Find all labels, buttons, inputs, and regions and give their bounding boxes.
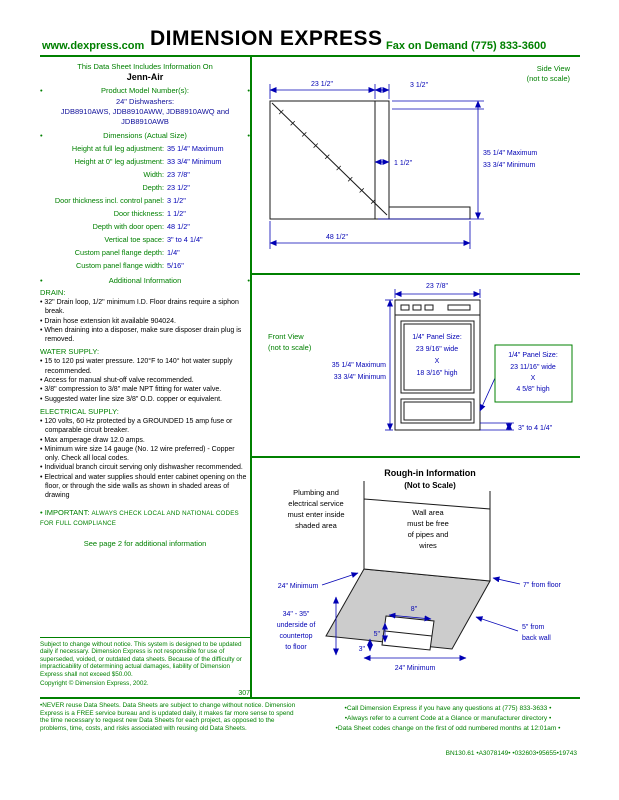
water-item: • Access for manual shut-off valve recommended.: [40, 377, 194, 385]
dim-height-min: 33 3/4" Minimum: [333, 374, 386, 381]
wall-note: wires: [419, 541, 437, 550]
rough-in-drawing: [252, 458, 580, 697]
dim-height-max: 35 1/4" Maximum: [483, 150, 538, 157]
rough-in-panel: [252, 458, 580, 697]
copyright-line: Copyright © Dimension Express, 2002.: [40, 680, 149, 687]
drain-heading: DRAIN:: [40, 288, 66, 297]
countertop-note: underside of: [276, 622, 316, 629]
footer-note: •Call Dimension Express if you have any questions at (775) 833-3633 •: [344, 705, 552, 712]
front-view-panel: [252, 275, 580, 458]
bullet-icon: •: [247, 131, 250, 140]
section-header-models: [40, 86, 250, 95]
side-view-drawing: [252, 57, 580, 273]
side-view-panel: [252, 57, 580, 275]
intro-line: This Data Sheet Includes Information On: [77, 62, 213, 71]
important-note: [40, 508, 250, 529]
drain-item: • Drain hose extension kit available 904024.: [40, 317, 176, 325]
lower-panel-x: X: [530, 375, 536, 382]
electrical-item: • 120 volts, 60 Hz protected by a GROUNDED 15 amp fuse or comparable circuit breaker.: [40, 417, 233, 435]
dim-back-wall: 5" from: [522, 624, 545, 631]
dim-from-floor: 7" from floor: [523, 582, 561, 589]
drain-item: • 32" Drain loop, 1/2" minimum I.D. Floor drains require a siphon break.: [40, 299, 239, 316]
website-url: www.dexpress.com: [42, 40, 145, 52]
dimension-value: 23 7/8": [167, 170, 190, 179]
disclaimer-block: [40, 637, 250, 698]
electrical-item: • Max amperage draw 12.0 amps.: [40, 436, 145, 444]
section-header-additional: [40, 276, 250, 285]
side-view-scale-note: (not to scale): [526, 74, 570, 83]
dim-3: 3": [358, 646, 365, 653]
plumbing-note: electrical service: [288, 499, 344, 508]
lower-panel-width: 23 11/16" wide: [510, 364, 556, 371]
dimension-label: Custom panel flange width:: [75, 261, 164, 270]
dim-door-depth: 3 1/2": [410, 82, 429, 89]
dimension-label: Depth with door open:: [92, 222, 164, 231]
fax-number: Fax on Demand (775) 833-3600: [386, 40, 547, 52]
panel-size-title: 1/4" Panel Size:: [412, 334, 462, 341]
side-view-label: Side View: [536, 64, 570, 73]
dim-height-max: 35 1/4" Maximum: [331, 362, 386, 369]
dim-depth-open: 48 1/2": [326, 234, 348, 241]
countertop-note: countertop: [279, 633, 313, 640]
spec-column: [40, 60, 250, 697]
dim-toe-space: 3" to 4 1/4": [518, 425, 553, 432]
dimension-label: Door thickness incl. control panel:: [54, 196, 164, 205]
panel-size-x: X: [434, 358, 440, 365]
rough-in-scale-note: (Not to Scale): [404, 481, 456, 490]
dimension-value: 3 1/2": [167, 196, 186, 205]
dim-5: 5": [373, 631, 380, 638]
footer-note: •Always refer to a current Code at a Glance or manufacturer directory •: [344, 715, 552, 722]
dimension-row: [40, 181, 250, 194]
bullet-icon: •: [40, 131, 43, 140]
plumbing-note: Plumbing and: [293, 488, 339, 497]
electrical-item: • Minimum wire size 14 gauge (No. 12 wire preferred) - Copper only. Check all local codes.: [40, 445, 235, 463]
plumbing-note: shaded area: [295, 521, 337, 530]
front-view-scale-note: (not to scale): [268, 343, 312, 352]
rough-in-outline: [326, 481, 490, 650]
brand-name: Jenn-Air: [126, 72, 164, 82]
water-heading: WATER SUPPLY:: [40, 347, 100, 357]
dimension-label: Width:: [143, 170, 164, 179]
see-page-note: See page 2 for additional information: [83, 538, 207, 548]
dim-height-min: 33 3/4" Minimum: [483, 162, 536, 169]
dim-bottom-minimum: 24" Minimum: [394, 665, 436, 672]
section-title-additional: Additional Information: [108, 276, 182, 285]
countertop-note: to floor: [285, 644, 307, 651]
lower-panel-height: 4 5/8" high: [516, 386, 550, 393]
dimension-row: [40, 168, 250, 181]
dim-width: 23 7/8": [426, 283, 448, 290]
page-number: 307: [238, 690, 250, 697]
wall-note: must be free: [407, 519, 449, 528]
panel-size-width: 23 9/16" wide: [415, 346, 459, 353]
dishwasher-side-outline: [270, 101, 470, 219]
dimension-value: 23 1/2": [167, 183, 190, 192]
section-header-dimensions: [40, 131, 250, 140]
dimension-row: [40, 142, 250, 155]
dimension-row: [40, 207, 250, 220]
dimension-label: Vertical toe space:: [104, 235, 164, 244]
dimension-value: 5/16": [167, 261, 184, 270]
dimension-value: 1/4": [167, 248, 180, 257]
dimension-label: Custom panel flange depth:: [74, 248, 164, 257]
dimension-row: [40, 233, 250, 246]
model-line: JDB8910AWB: [121, 117, 169, 126]
dimension-label: Door thickness:: [113, 209, 164, 218]
dimension-value: 3" to 4 1/4": [167, 235, 203, 244]
dimension-label: Height at full leg adjustment:: [71, 144, 164, 153]
section-title-models: Product Model Number(s):: [101, 86, 189, 95]
dim-depth: 23 1/2": [311, 81, 333, 88]
footer-right-notes: [316, 704, 580, 734]
countertop-note: 34" - 35": [282, 611, 310, 618]
model-line: JDB8910AWS, JDB8910AWW, JDB8910AWQ and: [60, 107, 230, 116]
wall-note: of pipes and: [407, 530, 449, 539]
dimension-value: 35 1/4" Maximum: [167, 144, 224, 153]
rough-in-title: Rough-in Information: [384, 468, 476, 478]
dim-left-minimum: 24" Minimum: [277, 583, 319, 590]
bullet-icon: •: [247, 276, 250, 285]
wall-note: Wall area: [412, 508, 444, 517]
electrical-item: • Electrical and water supplies should enter cabinet opening on the floor, or through the side walls as shown in shaded areas of drawing: [40, 473, 247, 500]
dim-8: 8": [410, 606, 418, 613]
side-view-dimension-lines: [270, 84, 484, 249]
dimension-label: Depth:: [142, 183, 164, 192]
plumbing-note: must enter inside: [287, 510, 345, 519]
footer-divider: [40, 697, 580, 699]
bullet-icon: •: [40, 276, 43, 285]
model-line: 24" Dishwashers:: [115, 97, 175, 106]
dimension-value: 48 1/2": [167, 222, 190, 231]
drain-item: • When draining into a disposer, make sure disposer drain plug is removed.: [40, 326, 242, 344]
dimension-row: [40, 220, 250, 233]
dimension-row: [40, 259, 250, 272]
drawings-column: [250, 57, 580, 697]
water-item: • 15 to 120 psi water pressure. 120°F to 140° hot water supply recommended.: [40, 358, 233, 375]
water-item: • Suggested water line size 3/8" O.D. copper or equivalent.: [40, 395, 222, 403]
document-code: BN130.61 •A3078149• •032603•95655•19743: [445, 750, 577, 757]
dimension-row: [40, 246, 250, 259]
electrical-item: • Individual branch circuit serving only dishwasher recommended.: [40, 464, 243, 472]
lower-panel-title: 1/4" Panel Size:: [508, 352, 558, 359]
disclaimer-text: Subject to change without notice. This system is designed to be updated daily if necessary. Dimension Express is not responsible for use of superseded, voided, or outdated data sheets. Because of the difficulty or impracticability of determining actual damages, liability of Dimension Express shall not exceed $50.00.: [40, 637, 250, 679]
water-item: • 3/8" compression to 3/8" male NPT fitting for water valve.: [40, 386, 222, 394]
electrical-heading: ELECTRICAL SUPPLY:: [40, 406, 119, 416]
important-prefix: • IMPORTANT:: [40, 507, 90, 517]
front-view-label: Front View: [268, 332, 304, 341]
footer-note: •Data Sheet codes change on the first of odd numbered months at 12:01am •: [335, 725, 561, 732]
front-view-drawing: [252, 275, 580, 456]
important-text: ALWAYS CHECK LOCAL AND NATIONAL CODES FOR FULL COMPLIANCE: [40, 509, 239, 528]
dim-back-wall: back wall: [522, 635, 551, 642]
dimension-value: 33 3/4" Minimum: [167, 157, 222, 166]
bullet-icon: •: [247, 86, 250, 95]
dimension-row: [40, 155, 250, 168]
dimension-value: 1 1/2": [167, 209, 186, 218]
dim-door-thickness: 1 1/2": [394, 160, 413, 167]
dimension-row: [40, 194, 250, 207]
footer-left-note: •NEVER reuse Data Sheets. Data Sheets are subject to change without notice. Dimension Express is a FREE service bureau and is updated daily, it makes far more sense to spend the time necessary to request new Data Sheets for each project, as opposed to the problems, time, costs, and risks associated with reusing old Data Sheets.: [40, 702, 296, 732]
bullet-icon: •: [40, 86, 43, 95]
section-title-dimensions: Dimensions (Actual Size): [103, 131, 187, 140]
dishwasher-front-outline: [395, 300, 480, 430]
dimension-label: Height at 0" leg adjustment:: [74, 157, 164, 166]
panel-size-height: 18 3/16" high: [416, 370, 458, 377]
page-title: DIMENSION EXPRESS: [150, 27, 383, 50]
